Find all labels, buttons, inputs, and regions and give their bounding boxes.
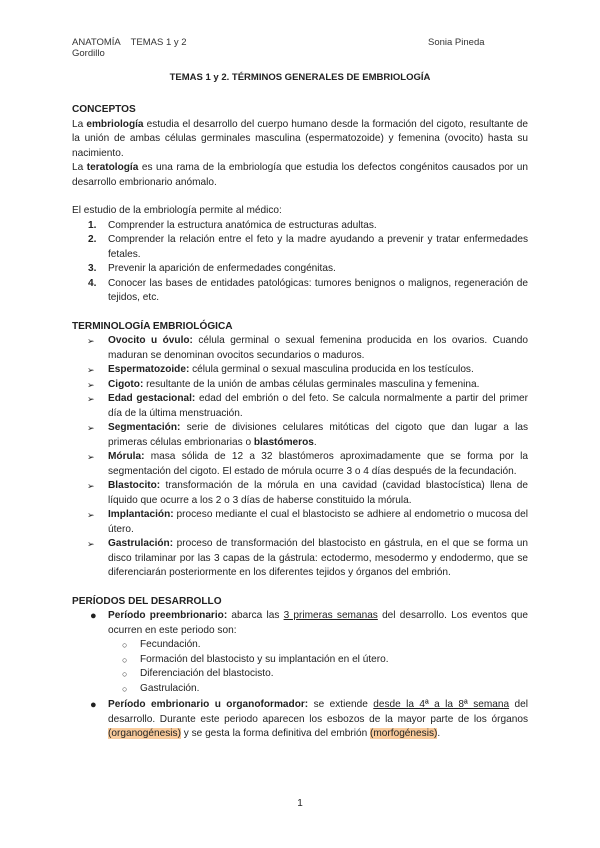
term-embriologia: embriología: [86, 118, 144, 130]
sub-list-item: [104, 638, 528, 653]
list-number: 2.: [88, 234, 97, 245]
list-item: [72, 537, 528, 581]
sub-item-text: Fecundación.: [140, 639, 201, 650]
term: Período preembrionario:: [108, 610, 228, 621]
list-item: [72, 392, 528, 421]
list-number: 1.: [88, 219, 97, 231]
definition: edad del embrión o del feto. Se calcula normalmente a partir del primer día de la última menstruación.: [108, 393, 528, 419]
paragraph-embriologia: [72, 118, 528, 162]
definition: proceso mediante el cual el blastocisto se adhiere al endometrio o mucosa del útero.: [108, 509, 528, 535]
paragraph-intro: El estudio de la embriología permite al médico:: [72, 205, 282, 216]
arrow-bullet-icon: ➢: [87, 423, 95, 433]
list-item: [72, 479, 528, 508]
text-run: se extiende: [308, 699, 374, 710]
list-item: [72, 363, 528, 378]
term: Cigoto:: [108, 378, 144, 390]
list-item-embrionario: [72, 698, 528, 742]
term-teratologia: teratología: [86, 162, 139, 173]
term: Ovocito u óvulo:: [108, 335, 193, 346]
list-text: Comprender la relación entre el feto y la madre ayudando a prevenir y tratar enfermedades fetales.: [108, 234, 528, 260]
circle-bullet-icon: ○: [122, 683, 128, 694]
list-item: [72, 334, 528, 363]
numbered-list: [72, 219, 528, 306]
header-course: ANATOMÍA TEMAS 1 y 2: [72, 37, 187, 48]
list-item: [72, 233, 528, 262]
text-run: .: [313, 436, 317, 448]
term: Blastocito:: [108, 480, 161, 491]
highlighted-text: (organogénesis): [108, 728, 181, 739]
arrow-bullet-icon: ➢: [87, 379, 95, 390]
text-run: abarca las: [227, 610, 284, 621]
section-heading-periodos: PERÍODOS DEL DESARROLLO: [72, 595, 222, 607]
sub-item-text: Gastrulación.: [140, 682, 200, 694]
text-run: estudia el desarrollo del cuerpo humano desde la formación del cigoto, resultante de la unión de ambas células germinales masculina (espermatozoide) y femenina (ovocito) hasta su nacimiento.: [72, 118, 528, 159]
arrow-bullet-icon: ➢: [87, 365, 95, 375]
sub-item-text: Diferenciación del blastocisto.: [140, 668, 274, 679]
list-number: 4.: [88, 277, 97, 289]
list-number: 3.: [88, 263, 97, 274]
list-text: Comprender la estructura anatómica de estructuras adultas.: [108, 219, 377, 231]
section-heading-conceptos: CONCEPTOS: [72, 104, 136, 115]
terminology-list: [72, 334, 528, 581]
definition: célula germinal o sexual masculina producida en los testículos.: [189, 364, 474, 375]
text-run: del desarrollo. Los eventos que ocurren en este periodo son:: [108, 610, 528, 636]
text-run: es una rama de la embriología que estudia los defectos congénitos causados por un desarrollo embrionario anómalo.: [72, 162, 528, 188]
term: Período embrionario u organoformador:: [108, 699, 309, 710]
list-text: Prevenir la aparición de enfermedades congénitas.: [108, 263, 336, 274]
bullet-icon: ●: [90, 699, 97, 711]
definition: transformación de la mórula en una cavidad (cavidad blastocística) llena de líquido que ocurre a los 2 o 3 días de haberse constituido la mórula.: [108, 480, 528, 506]
circle-bullet-icon: ○: [122, 654, 128, 665]
sub-item-text: Formación del blastocisto y su implantación en el útero.: [140, 653, 389, 665]
arrow-bullet-icon: ➢: [87, 452, 95, 462]
term: Espermatozoide:: [108, 364, 190, 375]
text-run: y se gesta la forma definitiva del embrión: [180, 728, 371, 739]
list-item: [72, 450, 528, 479]
list-item: [72, 219, 528, 234]
definition: proceso de transformación del blastocisto en gástrula, en el que se forma un disco trilaminar por las 3 capas de la gástrula: ectodermo, mesodermo y endodermo, que se diferenciarán posteriormente en los diferentes tejidos y órganos del embrión.: [108, 538, 528, 578]
header-professor: Gordillo: [72, 48, 105, 59]
paragraph-teratologia: [72, 161, 528, 190]
list-text: Conocer las bases de entidades patológicas: tumores benignos o malignos, regeneración de tejidos, etc.: [108, 277, 528, 303]
document-title: TEMAS 1 y 2. TÉRMINOS GENERALES DE EMBRIOLOGÍA: [169, 72, 431, 83]
section-heading-terminologia: TERMINOLOGÍA EMBRIOLÓGICA: [72, 320, 233, 332]
arrow-bullet-icon: ➢: [87, 481, 95, 491]
list-item: [72, 508, 528, 537]
term-blastomeros: blastómeros: [253, 436, 314, 448]
sub-list-item: [104, 667, 528, 682]
sub-list-item: [104, 653, 528, 668]
term: Gastrulación:: [108, 538, 174, 549]
arrow-bullet-icon: ➢: [87, 336, 95, 346]
term: Mórula:: [108, 451, 145, 462]
definition: resultante de la unión de ambas células germinales masculina y femenina.: [143, 378, 480, 390]
term: Implantación:: [108, 509, 174, 520]
circle-bullet-icon: ○: [122, 669, 128, 679]
arrow-bullet-icon: ➢: [87, 510, 95, 520]
list-item: [72, 277, 528, 306]
page-number: 1: [297, 798, 303, 809]
header-left: [72, 37, 187, 59]
arrow-bullet-icon: ➢: [87, 539, 95, 549]
term: Segmentación:: [108, 422, 181, 433]
bullet-icon: ●: [90, 610, 97, 622]
highlighted-text: (morfogénesis): [370, 728, 438, 739]
header-author: Sonia Pineda: [428, 37, 485, 48]
underlined-text: desde la 4ª a la 8ª semana: [373, 699, 510, 710]
sub-list: [104, 638, 528, 696]
term: Edad gestacional:: [108, 393, 196, 404]
text-run: del desarrollo. Durante este periodo aparecen los esbozos de la mayor parte de los órganos: [108, 699, 528, 725]
list-item: [72, 378, 528, 393]
underlined-text: 3 primeras semanas: [283, 610, 378, 621]
document-body: [72, 103, 528, 742]
sub-list-item: [104, 682, 528, 697]
arrow-bullet-icon: ➢: [87, 394, 95, 404]
definition: serie de divisiones celulares mitóticas del cigoto que dan lugar a las primeras células embrionarias o: [108, 422, 528, 448]
list-item: [72, 262, 528, 277]
circle-bullet-icon: ○: [122, 640, 128, 650]
text-run: .: [437, 728, 441, 739]
periods-list: [72, 609, 528, 742]
text-run: La: [72, 162, 87, 173]
text-run: La: [72, 118, 87, 130]
definition: masa sólida de 12 a 32 blastómeros aproximadamente que se forma por la segmentación del cigoto. El estado de mórula ocurre 3 o 4 días después de la fecundación.: [108, 451, 528, 477]
list-item-preembrionario: [72, 609, 528, 696]
list-item: [72, 421, 528, 450]
definition: célula germinal o sexual femenina producida en los ovarios. Cuando maduran se denominan ovocitos secundarios o maduros.: [108, 335, 528, 361]
